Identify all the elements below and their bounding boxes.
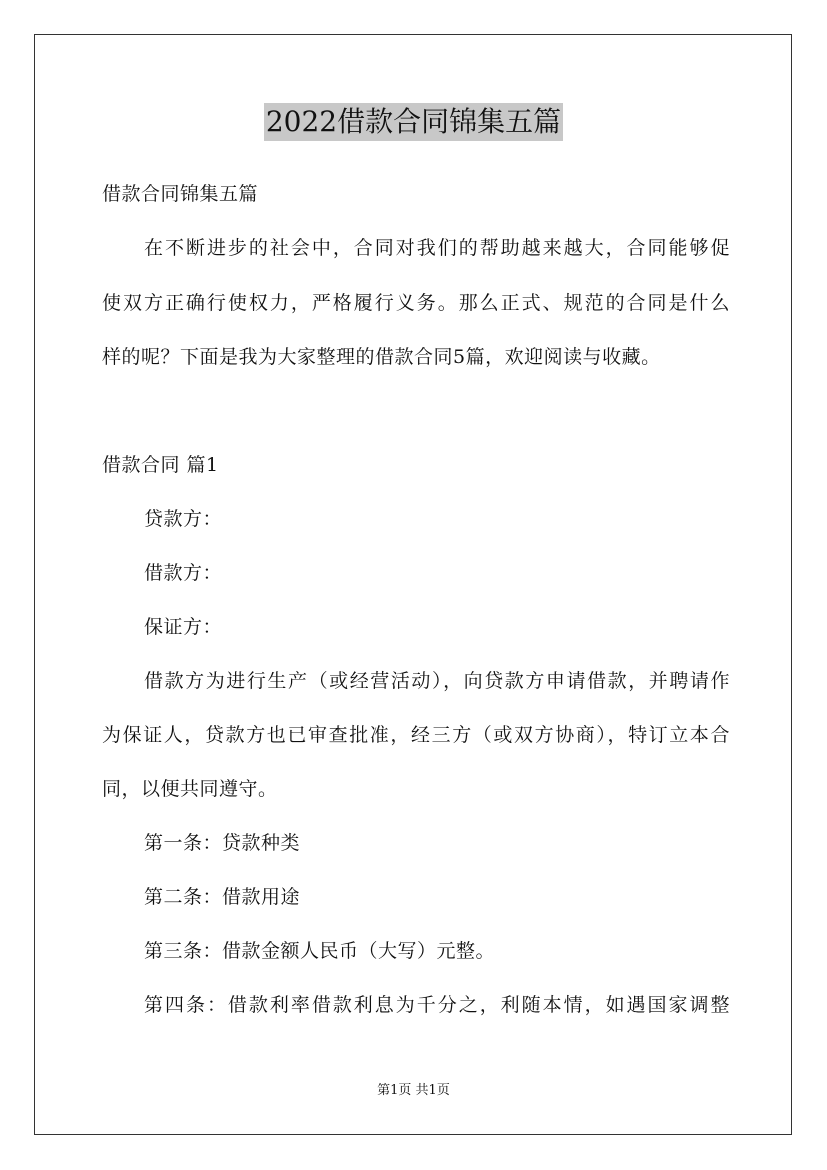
borrower-label: 借款方： xyxy=(144,562,223,584)
guarantor-label: 保证方： xyxy=(144,616,223,638)
intro-line-1: 在不断进步的社会中，合同对我们的帮助越来越大，合同能够促 xyxy=(144,237,730,259)
document-title: 2022借款合同锦集五篇 xyxy=(264,103,563,141)
article-1: 第一条：贷款种类 xyxy=(144,832,301,854)
intro-line-2: 使双方正确行使权力，严格履行义务。那么正式、规范的合同是什么 xyxy=(102,292,730,314)
intro-line-3: 样的呢？下面是我为大家整理的借款合同5篇，欢迎阅读与收藏。 xyxy=(102,346,661,368)
lender-label: 贷款方： xyxy=(144,508,223,530)
section-heading: 借款合同 篇1 xyxy=(102,454,219,476)
document-subtitle: 借款合同锦集五篇 xyxy=(102,183,259,205)
title-container xyxy=(0,103,827,141)
page-footer: 第1页 共1页 xyxy=(377,1083,450,1098)
article-2: 第二条：借款用途 xyxy=(144,886,301,908)
article-3: 第三条：借款金额人民币（大写）元整。 xyxy=(144,940,496,962)
preamble-line-3: 同，以便共同遵守。 xyxy=(102,778,278,800)
preamble-line-1: 借款方为进行生产（或经营活动），向贷款方申请借款，并聘请作 xyxy=(144,670,730,692)
preamble-line-2: 为保证人，贷款方也已审查批准，经三方（或双方协商），特订立本合 xyxy=(102,724,730,746)
article-4: 第四条：借款利率借款利息为千分之，利随本情，如遇国家调整 xyxy=(144,994,730,1016)
